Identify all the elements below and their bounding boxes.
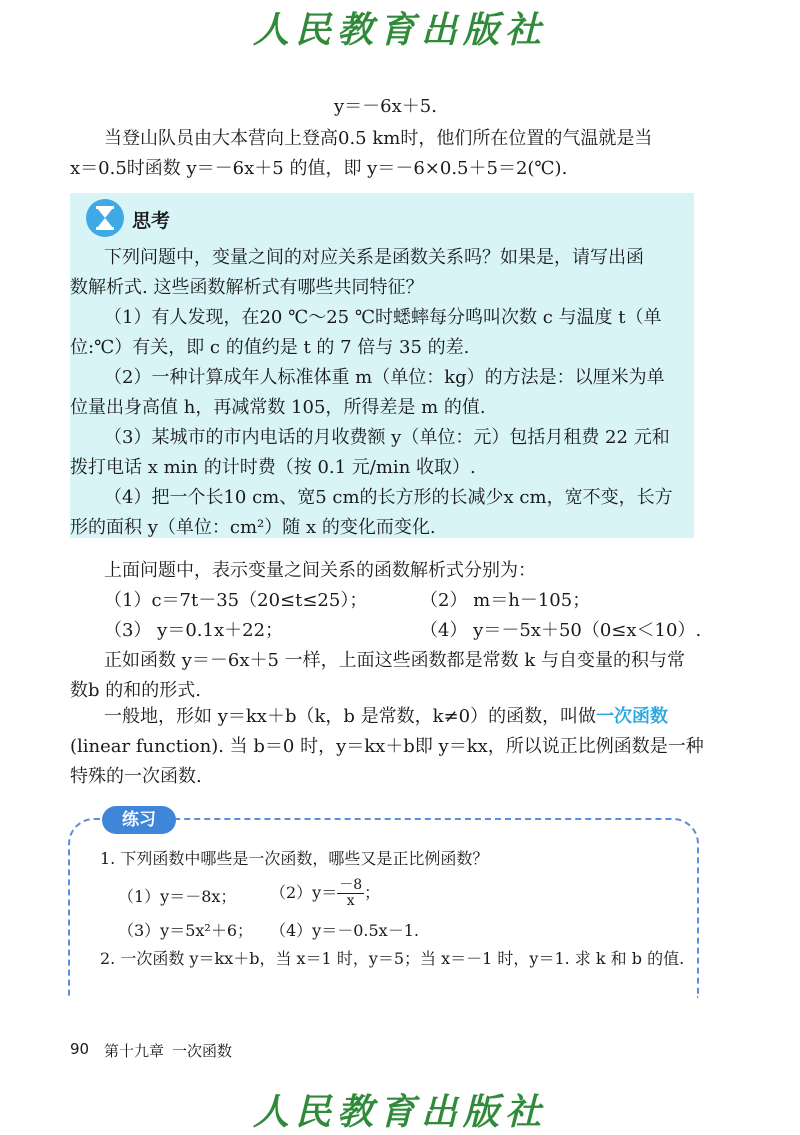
exercise-option [270,876,380,910]
paragraph-line: 数b 的和的形式. [70,680,201,701]
think-item-line: （2）一种计算成年人标准体重 m（单位：kg）的方法是：以厘米为单 [104,367,665,388]
exercise-option: （4）y＝－0.5x－1. [270,921,419,940]
answer-item: （2） m＝h－105； [420,590,591,611]
hourglass-icon [86,199,124,237]
paragraph-line: 正如函数 y＝－6x＋5 一样，上面这些函数都是常数 k 与自变量的积与常 [104,650,686,671]
think-item-line: 位:℃）有关，即 c 的值约是 t 的 7 倍与 35 的差. [70,337,470,358]
think-item-line: 拨打电话 x min 的计时费（按 0.1 元/min 收取）. [70,457,476,478]
paragraph-line: 当登山队员由大本营向上登高0.5 km时，他们所在位置的气温就是当 [104,128,653,149]
exercise-option: （3）y＝5x²＋6； [118,921,254,940]
answer-item: （4） y＝－5x＋50（0≤x＜10）. [420,620,702,641]
answers-intro: 上面问题中，表示变量之间关系的函数解析式分别为： [104,560,536,581]
answer-item: （3） y＝0.1x＋22； [104,620,284,641]
definition-text: 一般地，形如 y＝kx＋b（k，b 是常数，k≠0）的函数，叫做 [104,706,597,727]
definition-keyword: 一次函数 [596,706,669,727]
definition-line: (linear function). 当 b＝0 时，y＝kx＋b即 y＝kx，所以说正比例函数是一种 [70,736,704,757]
fraction [337,878,364,909]
answer-item: （1）c＝7t－35（20≤t≤25）； [104,590,368,611]
fraction-numerator: －8 [339,877,363,893]
definition-line [104,704,668,730]
equation-line: y＝－6x＋5. [334,96,437,117]
publisher-logo-bottom: 人民教育出版社 [252,1091,547,1133]
page-number: 90 [70,1040,90,1058]
chapter-title: 一次函数 [172,1042,233,1060]
option-suffix: ； [364,883,381,902]
think-title: 思考 [132,210,171,232]
option-prefix: （2）y＝ [270,883,338,902]
exercise-tag: 练习 [102,806,176,834]
exercise-option: （1）y＝－8x； [118,887,237,906]
fraction-denominator: x [346,893,355,909]
think-item-line: 位量出身高值 h，再减常数 105，所得差是 m 的值. [70,397,486,418]
publisher-logo-top: 人民教育出版社 [252,9,547,51]
paragraph-line: x＝0.5时函数 y＝－6x＋5 的值，即 y＝－6×0.5＋5＝2(℃). [70,158,568,179]
chapter-label: 第十九章 [104,1042,165,1060]
think-item-line: （1）有人发现，在20 ℃～25 ℃时蟋蟀每分鸣叫次数 c 与温度 t（单 [104,307,662,328]
think-item-line: （4）把一个长10 cm、宽5 cm的长方形的长减少x cm，宽不变，长方 [104,487,673,508]
exercise-question: 1. 下列函数中哪些是一次函数，哪些又是正比例函数？ [100,849,489,868]
exercise-question: 2. 一次函数 y＝kx＋b，当 x＝1 时，y＝5；当 x＝－1 时，y＝1. 求 k 和 b 的值. [100,949,685,968]
think-item-line: 形的面积 y（单位：cm²）随 x 的变化而变化. [70,517,436,538]
think-question-line: 数解析式. 这些函数解析式有哪些共同特征？ [70,277,424,298]
definition-line: 特殊的一次函数. [70,766,202,787]
think-question-line: 下列问题中，变量之间的对应关系是函数关系吗？如果是，请写出函 [104,247,644,268]
think-item-line: （3）某城市的市内电话的月收费额 y（单位：元）包括月租费 22 元和 [104,427,670,448]
